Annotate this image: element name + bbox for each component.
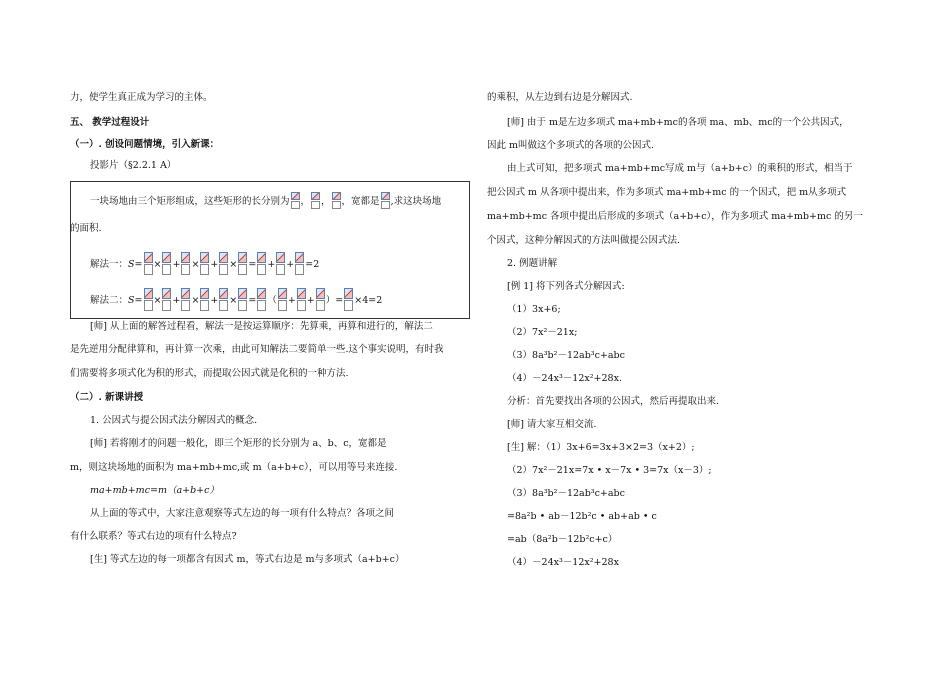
- method-1-result: =2: [305, 259, 320, 270]
- left-c4: ma+mb+mc=m（a+b+c）: [90, 485, 219, 496]
- box-problem-tail: 的面积.: [70, 223, 102, 234]
- right-r7: 个因式，这种分解因式的方法叫做提公因式法.: [487, 235, 681, 246]
- fraction-icon: [257, 252, 266, 275]
- fraction-icon: [316, 288, 325, 311]
- fraction-icon: [238, 252, 247, 275]
- right-r3: 因此 m叫做这个多项式的各项的公因式.: [487, 140, 655, 151]
- left-c6: 有什么联系？等式右边的项有什么特点?: [70, 531, 237, 542]
- box-text-a: 一块场地由三个矩形组成，这些矩形的长分别为: [90, 196, 290, 207]
- fraction-icon: [278, 288, 287, 311]
- subsection-1-heading: （一）. 创设问题情境，引入新课：: [70, 139, 220, 150]
- subsection-2-heading: （二）. 新课讲授: [70, 392, 144, 403]
- left-c7: [生] 等式左边的每一项都含有因式 m，等式右边是 m与多项式（a+b+c）: [90, 554, 405, 565]
- slide-label: 投影片（§2.2.1 A）: [90, 160, 177, 171]
- right-r6: ma+mb+mc 各项中提出后形成的多项式（a+b+c），作为多项式 ma+mb+mc 的另一: [487, 211, 863, 222]
- right-r4: 由上式可知，把多项式 ma+mb+mc写成 m与（a+b+c）的乘积的形式，相当于: [507, 163, 853, 174]
- right-r5: 把公因式 m 从各项中提出来，作为多项式 ma+mb+mc 的一个因式，把 m从多项式: [487, 187, 847, 198]
- method-2-label: 解法二：: [90, 295, 129, 306]
- right-r21: （4）－24x³－12x²+28x: [507, 557, 619, 568]
- left-c2: [师] 若将刚才的问题一般化，即三个矩形的长分别为 a、b、c，宽都是: [90, 438, 387, 449]
- left-t2: 是先逆用分配律算和，再计算一次乘，由此可知解法二要简单一些.这个事实说明，有时我: [70, 344, 444, 355]
- right-r9: [例 1] 将下列各式分解因式:: [507, 281, 625, 292]
- method-1-line: 解法一：S= × + × + × = + + =2: [90, 252, 319, 275]
- fraction-icon: [200, 288, 209, 311]
- right-r15: [师] 请大家互相交流.: [507, 419, 597, 430]
- fraction-icon: [181, 288, 190, 311]
- right-r12: （3）8a³b²－12ab³c+abc: [507, 350, 625, 361]
- fraction-icon: [297, 288, 306, 311]
- fraction-icon: [332, 192, 341, 209]
- fraction-icon: [162, 252, 171, 275]
- box-text-b: ，宽都是: [341, 196, 380, 207]
- right-r2: [师] 由于 m是左边多项式 ma+mb+mc的各项 ma、mb、mc的一个公共因式，: [507, 117, 849, 128]
- fraction-icon: [344, 288, 353, 311]
- right-r13: （4）－24x³－12x²+28x.: [507, 373, 622, 384]
- right-r10: （1）3x+6;: [507, 304, 561, 315]
- box-text-c: 求这块场地: [393, 196, 442, 207]
- fraction-icon: [144, 288, 153, 311]
- fraction-icon: [291, 192, 300, 209]
- fraction-icon: [219, 288, 228, 311]
- fraction-icon: [257, 288, 266, 311]
- right-r1: 的乘积，从左边到右边是分解因式.: [487, 92, 633, 103]
- left-t3: 们需要将多项式化为积的形式，而提取公因式就是化积的一种方法.: [70, 368, 349, 379]
- section-5-heading: 五、 教学过程设计: [70, 117, 150, 128]
- right-r20: =ab（8a²b－12b²c+c）: [507, 534, 618, 545]
- left-c3: m，则这块场地的面积为 ma+mb+mc,或 m（a+b+c），可以用等号来连接.: [70, 462, 398, 473]
- fraction-icon: [295, 252, 304, 275]
- right-r14: 分析：首先要找出各项的公因式，然后再提取出来.: [507, 396, 720, 407]
- fraction-icon: [219, 252, 228, 275]
- method-1-label: 解法一：: [90, 259, 129, 270]
- fraction-icon: [181, 252, 190, 275]
- right-r8: 2. 例题讲解: [507, 258, 558, 269]
- left-c1: 1. 公因式与提公因式法分解因式的概念.: [90, 415, 258, 426]
- fraction-icon: [144, 252, 153, 275]
- fraction-icon: [238, 288, 247, 311]
- fraction-icon: [381, 192, 390, 209]
- left-line-1: 力，使学生真正成为学习的主体。: [70, 92, 213, 103]
- fraction-icon: [200, 252, 209, 275]
- right-r16: [生] 解：（1）3x+6=3x+3×2=3（x+2）;: [507, 442, 695, 453]
- left-c5: 从上面的等式中，大家注意观察等式左边的每一项有什么特点？各项之间: [90, 508, 395, 519]
- fraction-icon: [311, 192, 320, 209]
- right-r19: =8a²b • ab－12b²c • ab+ab • c: [507, 511, 657, 522]
- fraction-icon: [276, 252, 285, 275]
- method-2-result: ×4=2: [354, 295, 383, 306]
- left-t1: [师] 从上面的解答过程看，解法一是按运算顺序：先算乘，再算和进行的，解法二: [90, 321, 433, 332]
- method-2-line: 解法二：S= × + × + × = （ + + ）= ×4=2: [90, 288, 382, 311]
- right-r11: （2）7x²－21x;: [507, 327, 578, 338]
- right-r18: （3）8a³b²－12ab³c+abc: [507, 488, 625, 499]
- right-r17: （2）7x²－21x=7x • x－7x • 3=7x（x－3）;: [507, 465, 712, 476]
- box-problem-line: 一块场地由三个矩形组成，这些矩形的长分别为 ， ， ，宽都是 ,求这块场地: [90, 192, 441, 209]
- fraction-icon: [162, 288, 171, 311]
